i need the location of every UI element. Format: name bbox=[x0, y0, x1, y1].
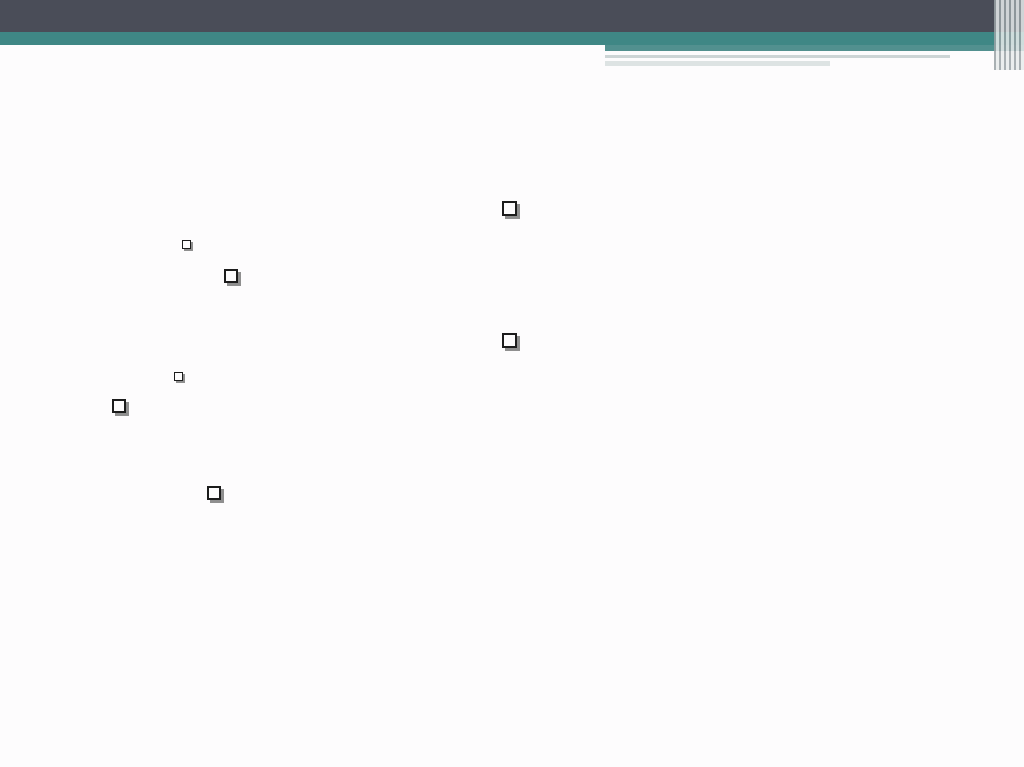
list-item bbox=[174, 364, 257, 389]
section-heading-4 bbox=[0, 328, 1024, 355]
checkbox-bullet-icon bbox=[112, 399, 126, 413]
header-line bbox=[605, 55, 950, 58]
checkbox-bullet-icon bbox=[174, 372, 183, 381]
list-item bbox=[112, 394, 942, 419]
header-band-teal bbox=[0, 32, 1024, 45]
list-item bbox=[224, 264, 308, 289]
checkbox-bullet-icon bbox=[224, 269, 238, 283]
list-item bbox=[207, 481, 293, 506]
list-item bbox=[182, 232, 259, 257]
checkbox-bullet-icon bbox=[182, 240, 191, 249]
checkbox-bullet-icon bbox=[207, 486, 221, 500]
header-band-dark bbox=[0, 0, 1024, 32]
section-heading-3 bbox=[0, 196, 1024, 223]
header-line-2 bbox=[605, 61, 830, 66]
checkbox-bullet-icon bbox=[502, 201, 517, 216]
header-band-accent bbox=[605, 45, 1024, 51]
checkbox-bullet-icon bbox=[502, 333, 517, 348]
header-stripes bbox=[994, 0, 1024, 70]
